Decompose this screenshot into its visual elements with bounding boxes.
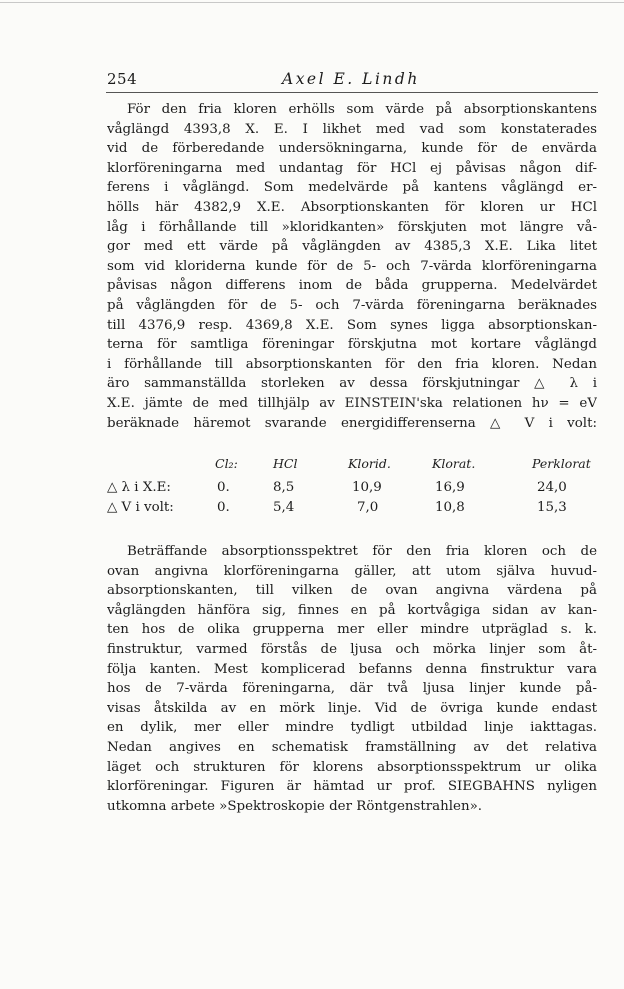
top-edge-rule [0, 2, 624, 3]
header-rule [106, 92, 598, 93]
text-line: absorptionskanten, till vilken de ovan angivna värdena på [107, 583, 597, 599]
text-line: en dylik, mer eller mindre tydligt utbildad linje iakttagas. [107, 720, 597, 736]
column-header-klorat: Klorat. [432, 456, 476, 471]
running-head: Axel E. Lindh [282, 70, 420, 88]
text-line: påvisas någon differens inom de båda grupperna. Medelvärdet [107, 278, 597, 294]
text-line: ferens i våglängd. Som medelvärde på kantens våglängd er- [107, 180, 597, 196]
text-line: till 4376,9 resp. 4369,8 X.E. Som synes ligga absorptionskan- [107, 317, 597, 333]
text-line: i förhållande till absorptionskanten för den fria kloren. Nedan [107, 356, 597, 372]
page-header [0, 70, 624, 94]
text-line: på våglängden för de 5- och 7-värda föreningarna beräknades [107, 297, 597, 313]
text-line: låg i förhållande till »kloridkanten» förskjuten mot längre vå- [107, 219, 597, 235]
text-line: ten hos de olika grupperna mer eller mindre utpräglad s. k. [107, 622, 597, 638]
text-line: visas åtskilda av en mörk linje. Vid de övriga kunde endast [107, 700, 597, 716]
table-cell: 5,4 [273, 500, 295, 515]
text-line: Nedan angives en schematisk framställning av det relativa [107, 739, 597, 755]
text-line: finstruktur, varmed förstås de ljusa och mörka linjer som åt- [107, 641, 597, 657]
text-line: våglängden hänföra sig, finnes en på kortvågiga sidan av kan- [107, 602, 597, 618]
table-cell: 0. [217, 480, 230, 495]
table-cell: 10,8 [435, 500, 465, 515]
table-cell: 8,5 [273, 480, 295, 495]
column-header-cl2: Cl₂: [215, 456, 238, 471]
text-line: vid de förberedande undersökningarna, kunde för de envärda [107, 141, 597, 157]
column-header-klorid: Klorid. [348, 456, 391, 471]
table-cell: 10,9 [352, 480, 382, 495]
text-line: gor med ett värde på våglängden av 4385,3 X.E. Lika litet [107, 239, 597, 255]
text-line: klorföreningar. Figuren är hämtad ur prof. SIEGBAHNS nyligen [107, 779, 597, 795]
table-cell: 0. [217, 500, 230, 515]
page-number: 254 [107, 70, 138, 88]
row-label-delta-lambda: △ λ i X.E: [107, 480, 171, 495]
shift-table [107, 456, 599, 522]
paragraph-2 [107, 542, 597, 816]
text-line: läget och strukturen för klorens absorptionsspektrum ur olika [107, 759, 597, 775]
table-cell: 24,0 [537, 480, 567, 495]
text-line: utkomna arbete »Spektroskopie der Röntgenstrahlen». [107, 798, 483, 814]
text-line: terna för samtliga föreningar förskjutna mot kortare våglängd [107, 337, 597, 353]
table-cell: 7,0 [357, 500, 379, 515]
paragraph-1 [107, 100, 597, 433]
text-line: hölls här 4382,9 X.E. Absorptionskanten för kloren ur HCl [107, 199, 597, 215]
text-line: X.E. jämte de med tillhjälp av EINSTEIN'ska relationen hν = eV [107, 395, 597, 411]
table-cell: 16,9 [435, 480, 465, 495]
table-cell: 15,3 [537, 500, 567, 515]
text-line: våglängd 4393,8 X. E. I likhet med vad som konstaterades [107, 121, 597, 137]
column-header-hcl: HCl [273, 456, 298, 471]
text-line: För den fria kloren erhölls som värde på absorptionskantens [127, 102, 597, 117]
text-line: beräknade häremot svarande energidifferenserna △ V i volt: [107, 415, 597, 431]
text-line: klorföreningarna med undantag för HCl ej påvisas någon dif- [107, 160, 597, 176]
text-line: hos de 7-värda föreningarna, där två ljusa linjer kunde på- [107, 681, 597, 697]
text-line: äro sammanställda storleken av dessa förskjutningar △ λ i [107, 376, 597, 392]
text-line: följa kanten. Mest komplicerad befanns denna finstruktur vara [107, 661, 597, 677]
column-header-perklorat: Perklorat [532, 456, 591, 471]
text-line: som vid kloriderna kunde för de 5- och 7-värda klorföreningarna [107, 258, 597, 274]
text-line: ovan angivna klorföreningarna gäller, att utom själva huvud- [107, 563, 597, 579]
row-label-delta-v: △ V i volt: [107, 500, 174, 515]
text-line: Beträffande absorptionsspektret för den fria kloren och de [127, 544, 597, 559]
